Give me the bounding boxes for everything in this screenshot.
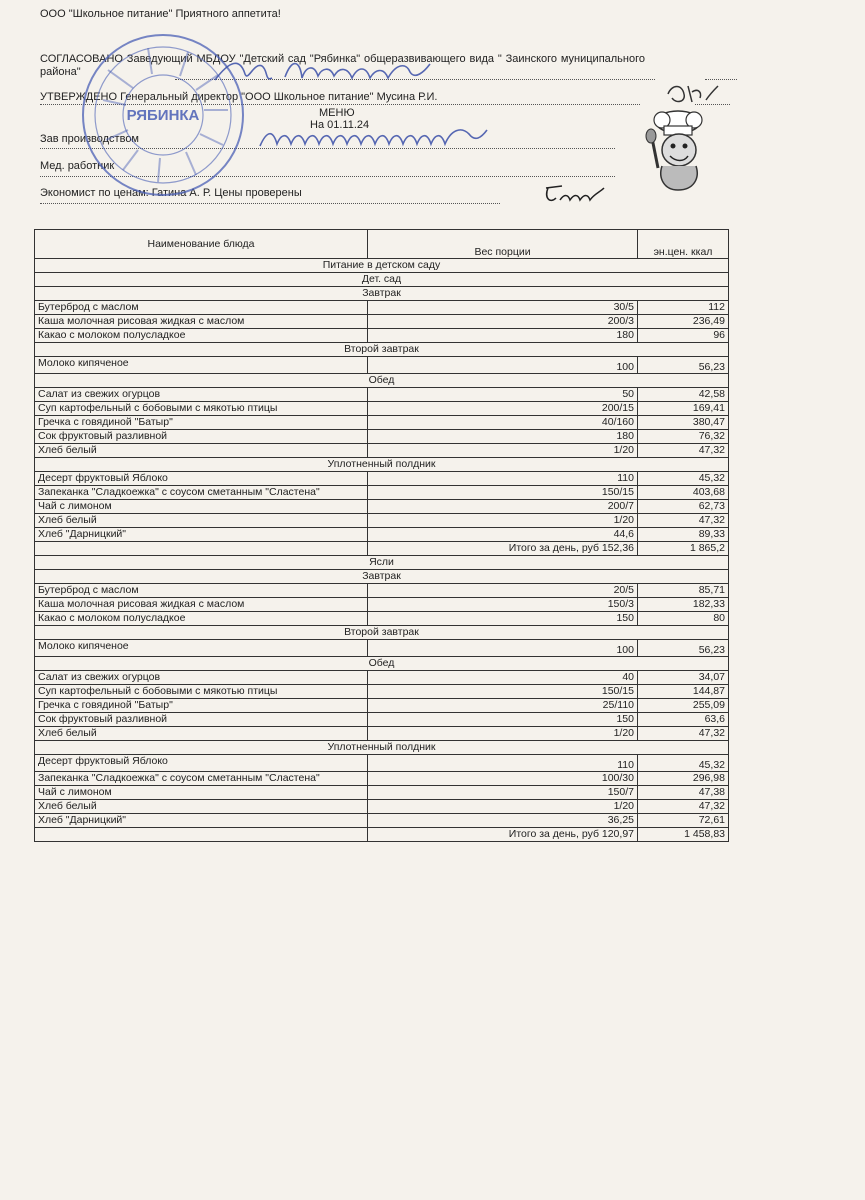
table-row <box>35 514 729 528</box>
section-title: Уплотненный полдник <box>35 741 729 755</box>
dish-name: Хлеб белый <box>35 514 368 528</box>
energy-value: 47,38 <box>638 786 729 800</box>
energy-value: 72,61 <box>638 814 729 828</box>
energy-value: 80 <box>638 612 729 626</box>
dish-name: Суп картофельный с бобовыми с мякотью птицы <box>35 685 368 699</box>
portion-weight: 150 <box>368 612 638 626</box>
table-row <box>35 612 729 626</box>
menu-table <box>34 229 729 842</box>
table-row <box>35 685 729 699</box>
signature-scribble <box>662 80 722 108</box>
table-row <box>35 699 729 713</box>
section-title: Второй завтрак <box>35 343 729 357</box>
organization-line: ООО "Школьное питание" Приятного аппетита! <box>40 8 281 20</box>
portion-weight: 44,6 <box>368 528 638 542</box>
total-row <box>35 828 729 842</box>
energy-value: 380,47 <box>638 416 729 430</box>
portion-weight: 100 <box>368 640 638 657</box>
section-title: Обед <box>35 657 729 671</box>
portion-weight: 1/20 <box>368 727 638 741</box>
section-row <box>35 287 729 301</box>
portion-weight: 100 <box>368 357 638 374</box>
dish-name: Гречка с говядиной "Батыр" <box>35 416 368 430</box>
column-header-energy-value: эн.цен. ккал <box>638 230 729 259</box>
portion-weight: 200/15 <box>368 402 638 416</box>
energy-value: 89,33 <box>638 528 729 542</box>
section-title: Завтрак <box>35 287 729 301</box>
portion-weight: 150/15 <box>368 685 638 699</box>
section-title: Второй завтрак <box>35 626 729 640</box>
energy-value: 47,32 <box>638 727 729 741</box>
stamp-center-text: РЯБИНКА <box>126 107 200 124</box>
total-cost-label: Итого за день, руб 152,36 <box>368 542 638 556</box>
energy-value: 56,23 <box>638 640 729 657</box>
table-row <box>35 388 729 402</box>
total-empty-cell <box>35 542 368 556</box>
table-row <box>35 430 729 444</box>
energy-value: 47,32 <box>638 514 729 528</box>
portion-weight: 36,25 <box>368 814 638 828</box>
dish-name: Какао с молоком полусладкое <box>35 612 368 626</box>
energy-value: 255,09 <box>638 699 729 713</box>
portion-weight: 110 <box>368 472 638 486</box>
table-row <box>35 357 729 374</box>
production-manager-label: Зав производством <box>40 133 139 145</box>
dish-name: Молоко кипяченое <box>35 640 368 657</box>
energy-value: 236,49 <box>638 315 729 329</box>
section-row <box>35 343 729 357</box>
energy-value: 42,58 <box>638 388 729 402</box>
total-row <box>35 542 729 556</box>
table-row <box>35 402 729 416</box>
dish-name: Каша молочная рисовая жидкая с маслом <box>35 315 368 329</box>
signature-scribble <box>540 180 610 208</box>
portion-weight: 110 <box>368 755 638 772</box>
portion-weight: 200/3 <box>368 315 638 329</box>
table-row <box>35 472 729 486</box>
dish-name: Десерт фруктовый Яблоко <box>35 472 368 486</box>
energy-value: 56,23 <box>638 357 729 374</box>
section-row <box>35 570 729 584</box>
total-energy-value: 1 458,83 <box>638 828 729 842</box>
table-row <box>35 598 729 612</box>
portion-weight: 30/5 <box>368 301 638 315</box>
portion-weight: 1/20 <box>368 444 638 458</box>
dish-name: Какао с молоком полусладкое <box>35 329 368 343</box>
portion-weight: 150/3 <box>368 598 638 612</box>
table-row <box>35 671 729 685</box>
energy-value: 169,41 <box>638 402 729 416</box>
energy-value: 182,33 <box>638 598 729 612</box>
portion-weight: 180 <box>368 329 638 343</box>
table-row <box>35 814 729 828</box>
energy-value: 34,07 <box>638 671 729 685</box>
table-row <box>35 486 729 500</box>
portion-weight: 20/5 <box>368 584 638 598</box>
table-row <box>35 444 729 458</box>
dish-name: Гречка с говядиной "Батыр" <box>35 699 368 713</box>
section-row <box>35 556 729 570</box>
energy-value: 62,73 <box>638 500 729 514</box>
dish-name: Чай с лимоном <box>35 500 368 514</box>
section-row <box>35 259 729 273</box>
total-energy-value: 1 865,2 <box>638 542 729 556</box>
table-row <box>35 315 729 329</box>
section-title: Уплотненный полдник <box>35 458 729 472</box>
section-title: Завтрак <box>35 570 729 584</box>
energy-value: 47,32 <box>638 444 729 458</box>
dish-name: Сок фруктовый разливной <box>35 713 368 727</box>
table-row <box>35 727 729 741</box>
economist-line: Экономист по ценам: Гатина А. Р. Цены проверены <box>40 187 302 199</box>
energy-value: 85,71 <box>638 584 729 598</box>
energy-value: 47,32 <box>638 800 729 814</box>
dish-name: Салат из свежих огурцов <box>35 388 368 402</box>
table-row <box>35 584 729 598</box>
signature-scribble <box>255 120 500 158</box>
dish-name: Бутерброд с маслом <box>35 584 368 598</box>
portion-weight: 200/7 <box>368 500 638 514</box>
section-row <box>35 741 729 755</box>
portion-weight: 1/20 <box>368 800 638 814</box>
menu-title: МЕНЮ <box>319 107 355 119</box>
section-row <box>35 626 729 640</box>
portion-weight: 100/30 <box>368 772 638 786</box>
energy-value: 403,68 <box>638 486 729 500</box>
table-row <box>35 528 729 542</box>
section-row <box>35 657 729 671</box>
table-row <box>35 329 729 343</box>
energy-value: 296,98 <box>638 772 729 786</box>
table-row <box>35 800 729 814</box>
section-row <box>35 458 729 472</box>
table-row <box>35 640 729 657</box>
dish-name: Запеканка "Сладкоежка" с соусом сметанным "Сластена" <box>35 772 368 786</box>
portion-weight: 40 <box>368 671 638 685</box>
total-empty-cell <box>35 828 368 842</box>
table-row <box>35 755 729 772</box>
dish-name: Десерт фруктовый Яблоко <box>35 755 368 772</box>
column-header-dish-name: Наименование блюда <box>35 230 368 259</box>
menu-date: На 01.11.24 <box>310 119 370 131</box>
approved-line: СОГЛАСОВАНО Заведующий МБДОУ "Детский сад "Рябинка" общеразвивающего вида " Заинского муниципального района" <box>40 53 645 78</box>
energy-value: 112 <box>638 301 729 315</box>
dish-name: Хлеб белый <box>35 444 368 458</box>
dish-name: Хлеб "Дарницкий" <box>35 814 368 828</box>
section-title: Дет. сад <box>35 273 729 287</box>
section-row <box>35 374 729 388</box>
medical-worker-label: Мед. работник <box>40 160 115 172</box>
portion-weight: 50 <box>368 388 638 402</box>
portion-weight: 25/110 <box>368 699 638 713</box>
energy-value: 76,32 <box>638 430 729 444</box>
energy-value: 144,87 <box>638 685 729 699</box>
section-title: Питание в детском саду <box>35 259 729 273</box>
column-header-portion-weight: Вес порции <box>368 230 638 259</box>
dish-name: Каша молочная рисовая жидкая с маслом <box>35 598 368 612</box>
table-header-row <box>35 230 729 259</box>
energy-value: 45,32 <box>638 755 729 772</box>
section-title: Обед <box>35 374 729 388</box>
dish-name: Сок фруктовый разливной <box>35 430 368 444</box>
table-row <box>35 786 729 800</box>
table-row <box>35 772 729 786</box>
energy-value: 96 <box>638 329 729 343</box>
energy-value: 63,6 <box>638 713 729 727</box>
dish-name: Хлеб белый <box>35 800 368 814</box>
total-cost-label: Итого за день, руб 120,97 <box>368 828 638 842</box>
energy-value: 45,32 <box>638 472 729 486</box>
portion-weight: 180 <box>368 430 638 444</box>
chef-logo-icon <box>640 108 715 193</box>
table-row <box>35 713 729 727</box>
table-row <box>35 301 729 315</box>
dish-name: Чай с лимоном <box>35 786 368 800</box>
dish-name: Запеканка "Сладкоежка" с соусом сметанным "Сластена" <box>35 486 368 500</box>
section-title: Ясли <box>35 556 729 570</box>
table-row <box>35 416 729 430</box>
section-row <box>35 273 729 287</box>
dish-name: Хлеб "Дарницкий" <box>35 528 368 542</box>
signature-scribble <box>210 52 440 90</box>
portion-weight: 150 <box>368 713 638 727</box>
dish-name: Суп картофельный с бобовыми с мякотью птицы <box>35 402 368 416</box>
portion-weight: 150/7 <box>368 786 638 800</box>
signature-line <box>40 203 500 204</box>
dish-name: Молоко кипяченое <box>35 357 368 374</box>
portion-weight: 150/15 <box>368 486 638 500</box>
portion-weight: 1/20 <box>368 514 638 528</box>
portion-weight: 40/160 <box>368 416 638 430</box>
dish-name: Салат из свежих огурцов <box>35 671 368 685</box>
dish-name: Хлеб белый <box>35 727 368 741</box>
table-row <box>35 500 729 514</box>
confirmed-line: УТВЕРЖДЕНО Генеральный директор "ООО Школьное питание" Мусина Р.И. <box>40 91 438 103</box>
dish-name: Бутерброд с маслом <box>35 301 368 315</box>
